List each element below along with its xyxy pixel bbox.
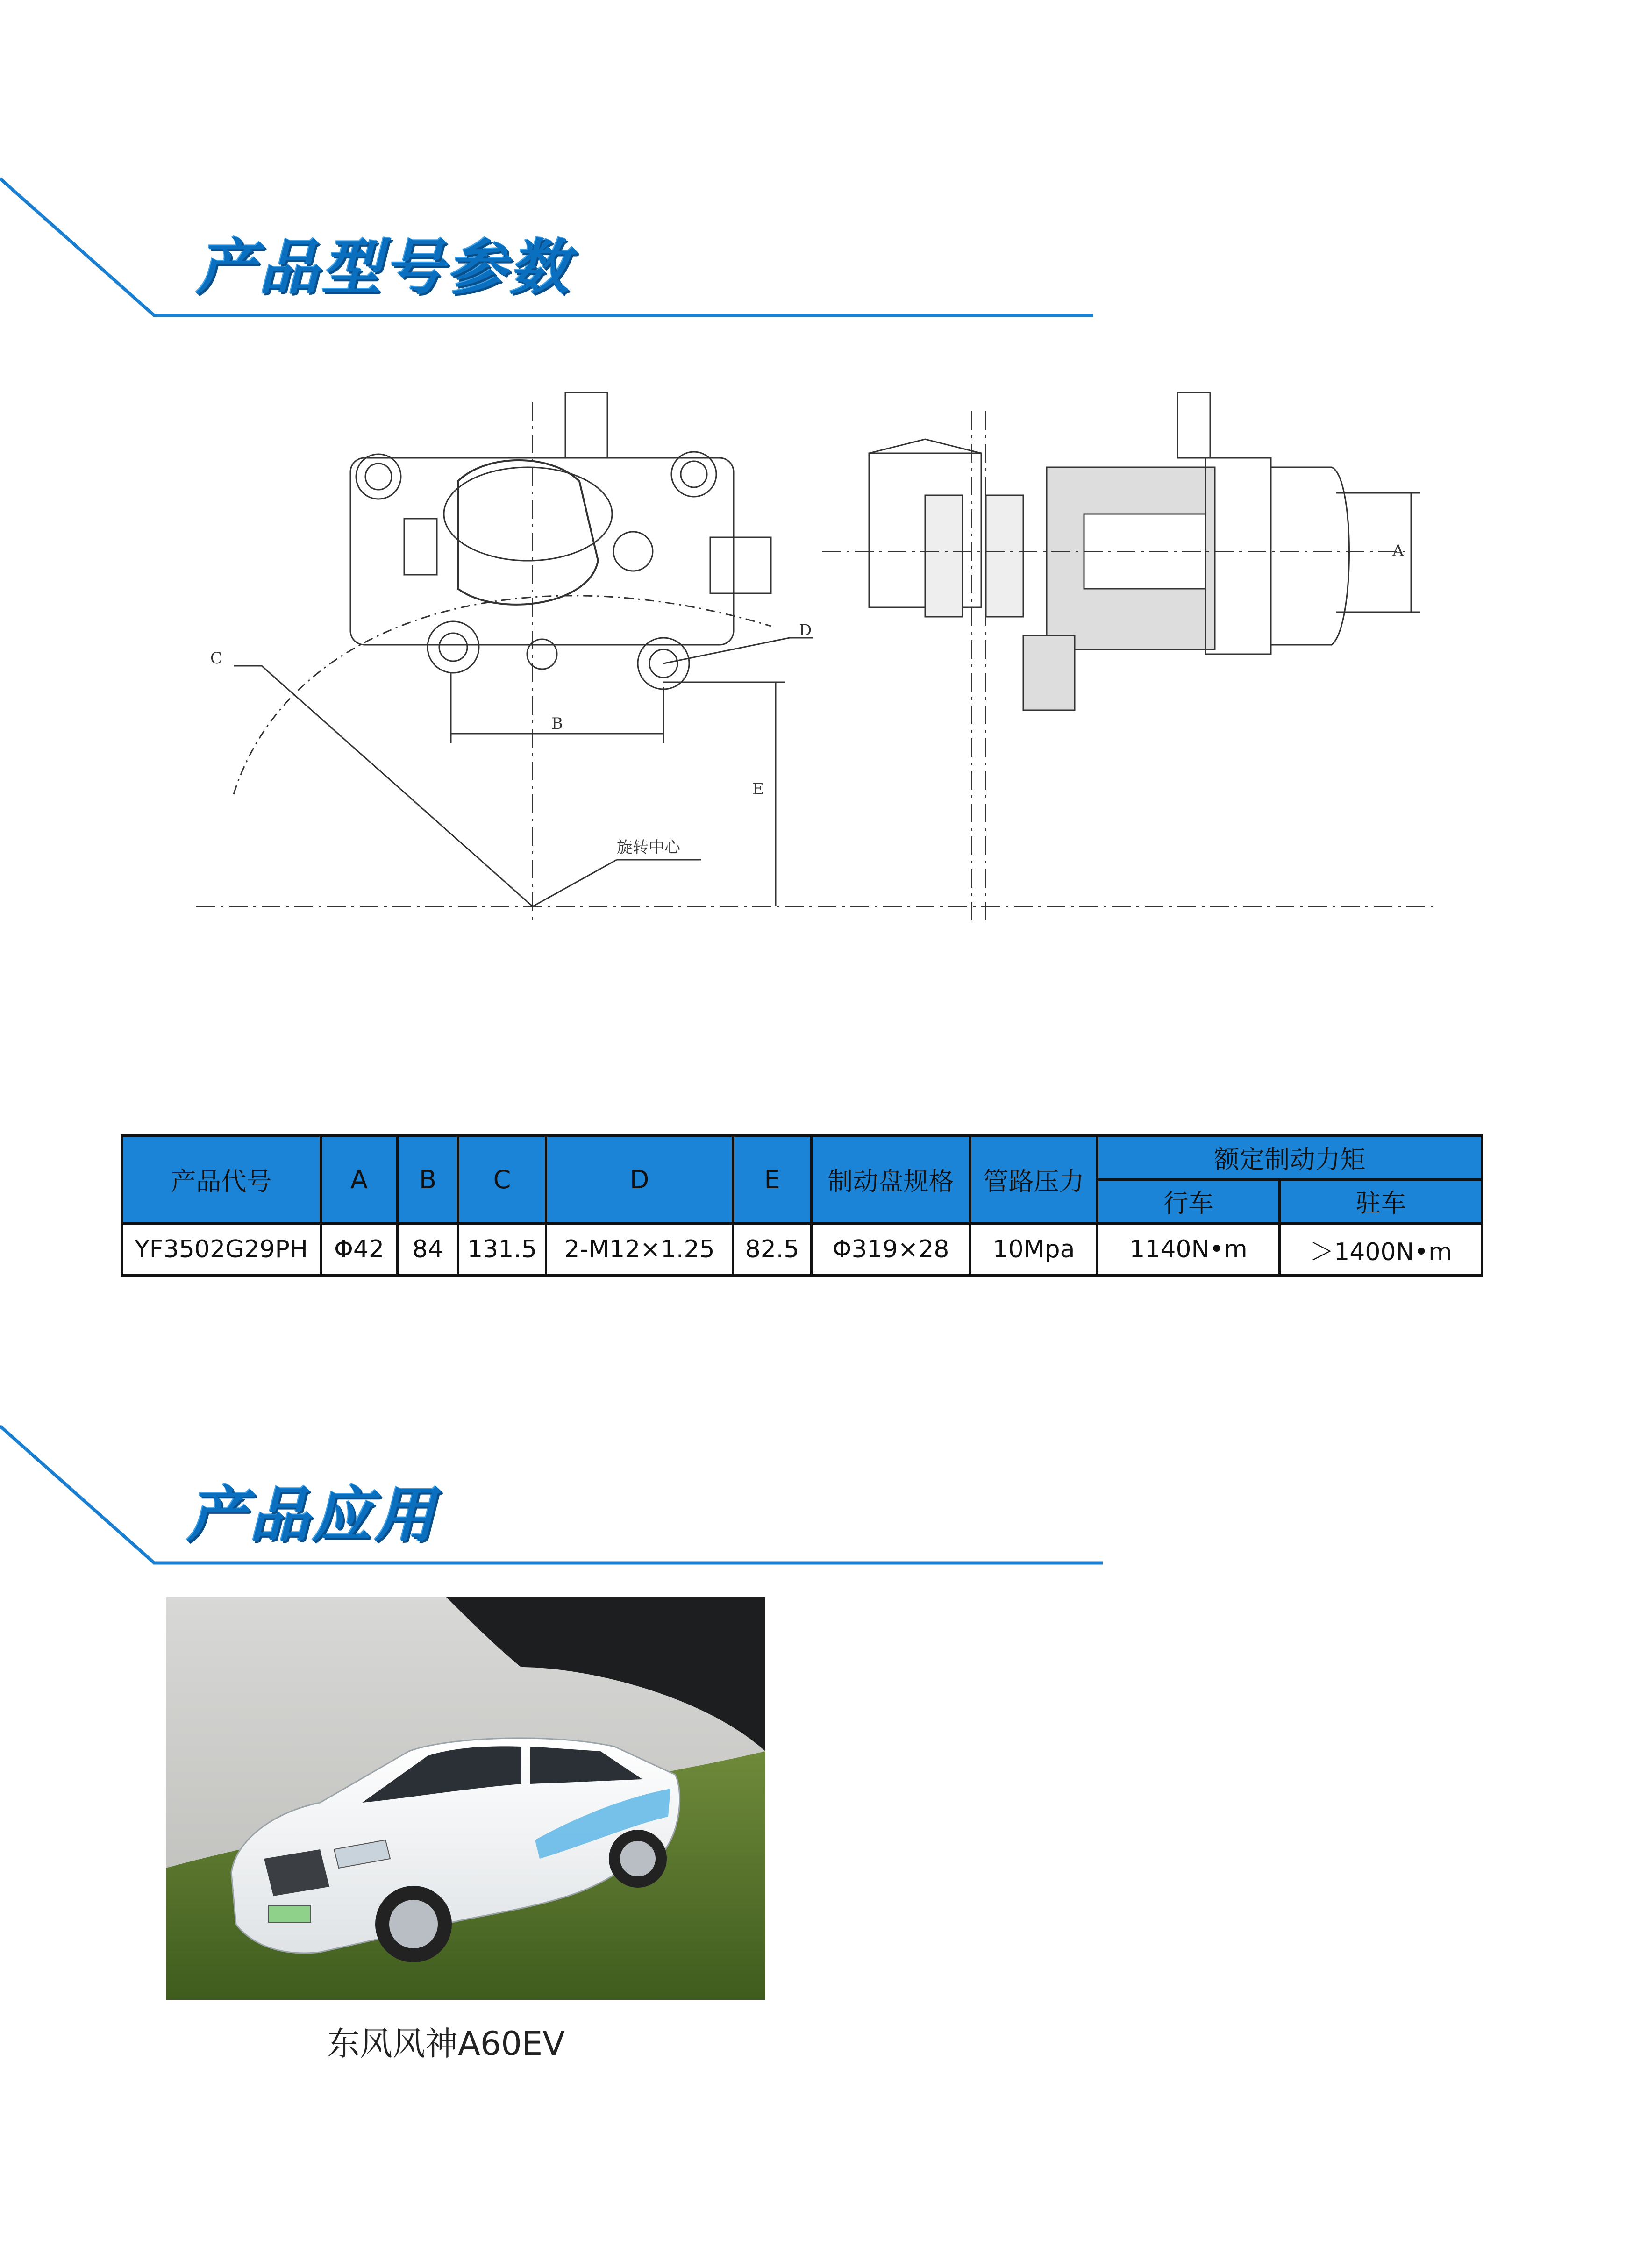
header-rated-torque: 额定制动力矩 <box>1098 1136 1483 1180</box>
header-A: A <box>321 1136 398 1224</box>
dim-label-C: C <box>210 649 223 668</box>
cell-line-pressure: 10Mpa <box>970 1224 1098 1276</box>
cell-D: 2-M12×1.25 <box>546 1224 733 1276</box>
header-E: E <box>733 1136 812 1224</box>
cell-parking: ＞1400N•m <box>1280 1224 1483 1276</box>
caliper-technical-drawing <box>196 383 1439 944</box>
dim-label-D: D <box>799 621 812 640</box>
header-code: 产品代号 <box>122 1136 321 1224</box>
car-caption: 东风风神A60EV <box>327 2025 565 2063</box>
header-parking: 驻车 <box>1280 1180 1483 1224</box>
header-service: 行车 <box>1098 1180 1280 1224</box>
table-row <box>122 1224 1483 1276</box>
cell-disc-spec: Φ319×28 <box>812 1224 970 1276</box>
section-title-params: 产品型号参数 <box>196 233 572 303</box>
rotation-center-label: 旋转中心 <box>617 838 680 857</box>
cell-A: Φ42 <box>321 1224 398 1276</box>
section-divider-bottom <box>0 1420 1112 1570</box>
dim-label-B: B <box>551 714 563 733</box>
table-header-row <box>122 1136 1483 1180</box>
header-line-pressure: 管路压力 <box>970 1136 1098 1224</box>
spec-table <box>121 1134 1483 1277</box>
header-C: C <box>458 1136 546 1224</box>
cell-E: 82.5 <box>733 1224 812 1276</box>
cell-service: 1140N•m <box>1098 1224 1280 1276</box>
dim-label-E: E <box>752 780 764 799</box>
cell-code: YF3502G29PH <box>122 1224 321 1276</box>
cell-B: 84 <box>398 1224 458 1276</box>
car-photo <box>166 1597 765 2000</box>
header-disc-spec: 制动盘规格 <box>812 1136 970 1224</box>
dim-label-A: A <box>1392 542 1404 560</box>
cell-C: 131.5 <box>458 1224 546 1276</box>
header-D: D <box>546 1136 733 1224</box>
header-B: B <box>398 1136 458 1224</box>
section-title-application: 产品应用 <box>187 1481 438 1550</box>
